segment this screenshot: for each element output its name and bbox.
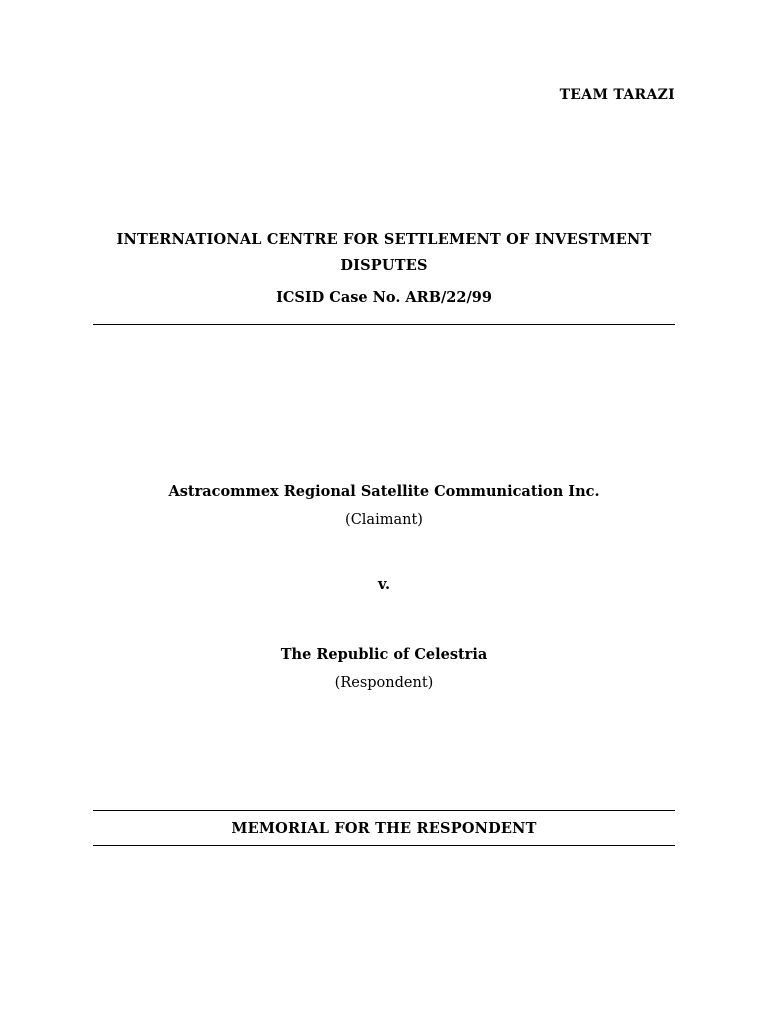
memorial-title: MEMORIAL FOR THE RESPONDENT	[231, 820, 537, 837]
respondent-role: (Respondent)	[334, 675, 434, 691]
divider-memorial-bottom	[93, 845, 675, 846]
case-number: ICSID Case No. ARB/22/99	[276, 289, 492, 306]
divider-memorial-top	[93, 810, 675, 811]
respondent-name: The Republic of Celestria	[280, 646, 488, 663]
claimant-role: (Claimant)	[345, 512, 423, 528]
institution-title: INTERNATIONAL CENTRE FOR SETTLEMENT OF INVESTMENT DISPUTES	[116, 231, 652, 274]
versus-label: v.	[377, 576, 390, 593]
divider-top	[93, 324, 675, 325]
team-name: TEAM TARAZI	[559, 87, 675, 103]
claimant-name: Astracommex Regional Satellite Communication Inc.	[168, 483, 600, 500]
